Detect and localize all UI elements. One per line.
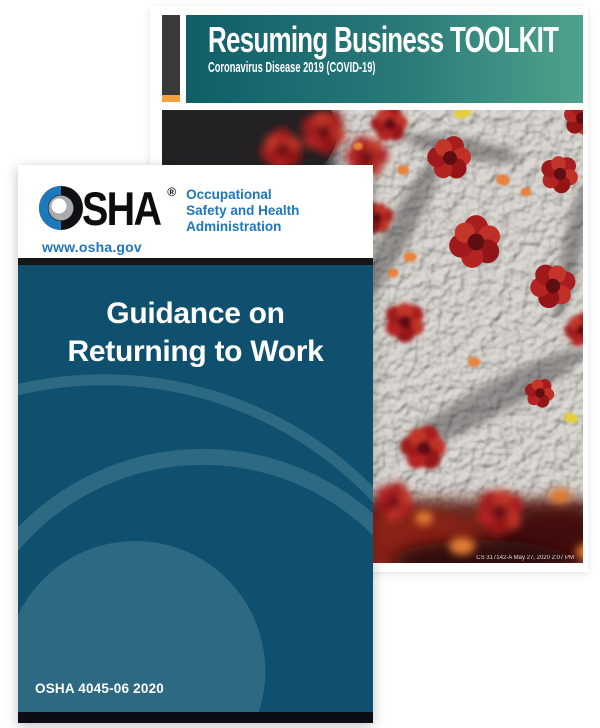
cover-title — [18, 295, 373, 371]
osha-wordmark-text: SHA — [82, 181, 161, 235]
agency-name — [186, 187, 299, 235]
osha-wordmark — [38, 181, 184, 235]
banner-accent-orange — [162, 95, 180, 102]
publication-number: OSHA 4045-06 2020 — [35, 681, 164, 696]
cover-header — [18, 165, 373, 258]
osha-ring-icon — [38, 185, 84, 231]
osha-url: www.osha.gov — [42, 239, 142, 255]
registered-mark: ® — [167, 185, 177, 199]
toolkit-subtitle: Coronavirus Disease 2019 (COVID-19) — [208, 59, 376, 76]
cover-title-line1: Guidance on — [106, 297, 285, 330]
agency-line: Occupational — [186, 187, 272, 202]
agency-line: Safety and Health — [186, 203, 300, 218]
image-caption: CS 317142-A May 27, 2020 2:07 PM — [476, 555, 574, 561]
banner-accent-bar — [162, 15, 180, 95]
cover-title-line2: Returning to Work — [67, 335, 324, 368]
osha-logo — [38, 181, 373, 235]
toolkit-banner — [186, 15, 583, 103]
guidance-cover-page — [18, 165, 373, 723]
toolkit-title: Resuming Business TOOLKIT — [208, 19, 559, 60]
cover-main-panel — [18, 265, 373, 712]
agency-line: Administration — [186, 219, 282, 234]
cover-top-rule — [18, 258, 373, 265]
cover-bottom-rule — [18, 712, 373, 723]
